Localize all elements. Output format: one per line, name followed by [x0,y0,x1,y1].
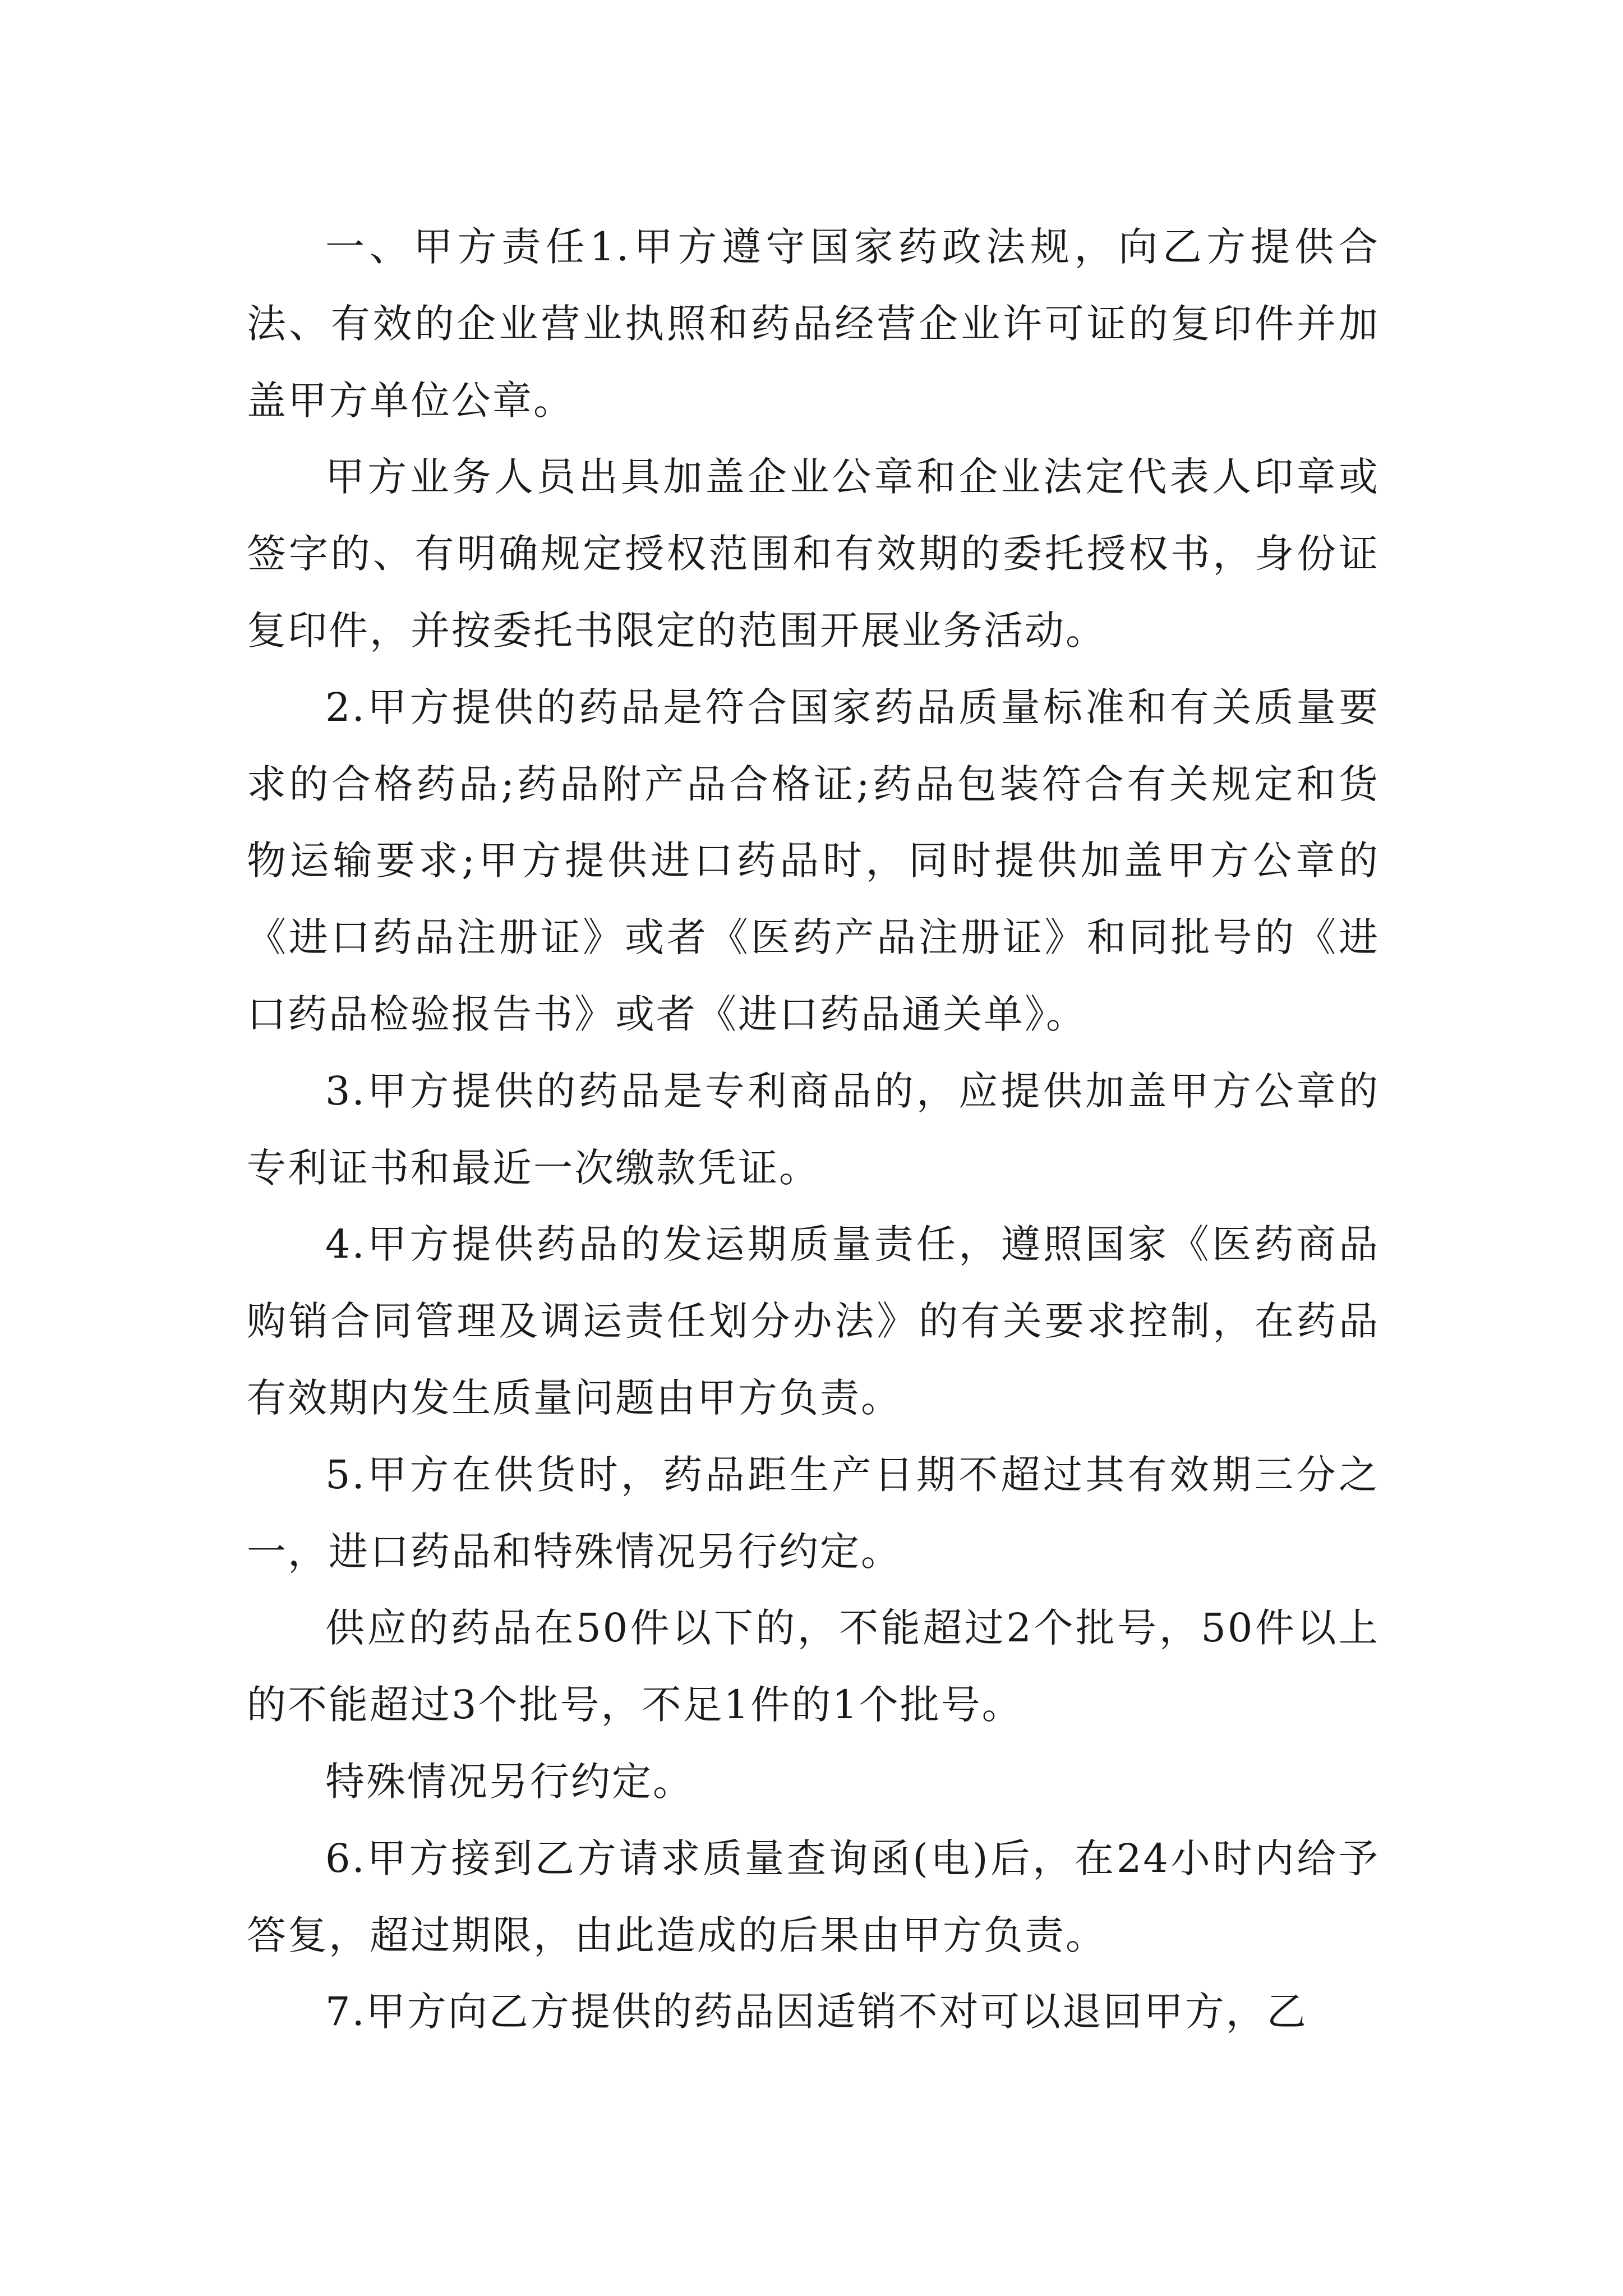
paragraph-party-a-responsibility-1: 一、甲方责任1.甲方遵守国家药政法规，向乙方提供合法、有效的企业营业执照和药品经营企业许可证的复印件并加盖甲方单位公章。 [247,224,1380,424]
document-body [247,209,1380,2050]
paragraph-clause-5: 5.甲方在供货时，药品距生产日期不超过其有效期三分之一，进口药品和特殊情况另行约定。 [247,1451,1380,1575]
paragraph-clause-3: 3.甲方提供的药品是专利商品的，应提供加盖甲方公章的专利证书和最近一次缴款凭证。 [247,1068,1380,1191]
paragraph-special-cases: 特殊情况另行约定。 [325,1758,694,1805]
paragraph-clause-4: 4.甲方提供药品的发运期质量责任，遵照国家《医药商品购销合同管理及调运责任划分办法》的有关要求控制，在药品有效期内发生质量问题由甲方负责。 [247,1221,1380,1421]
paragraph-business-personnel: 甲方业务人员出具加盖企业公章和企业法定代表人印章或签字的、有明确规定授权范围和有效期的委托授权书，身份证复印件，并按委托书限定的范围开展业务活动。 [247,454,1380,654]
paragraph-clause-6: 6.甲方接到乙方请求质量查询函(电)后，在24小时内给予答复，超过期限，由此造成的后果由甲方负责。 [247,1835,1380,1958]
paragraph-batch-limits: 供应的药品在50件以下的，不能超过2个批号，50件以上的不能超过3个批号，不足1件的1个批号。 [247,1605,1380,1728]
paragraph-clause-7: 7.甲方向乙方提供的药品因适销不对可以退回甲方，乙 [325,1989,1308,2035]
paragraph-clause-2: 2.甲方提供的药品是符合国家药品质量标准和有关质量要求的合格药品;药品附产品合格证;药品包装符合有关规定和货物运输要求;甲方提供进口药品时，同时提供加盖甲方公章的《进口药品注册证》或者《医药产品注册证》和同批号的《进口药品检验报告书》或者《进口药品通关单》。 [247,684,1380,1037]
